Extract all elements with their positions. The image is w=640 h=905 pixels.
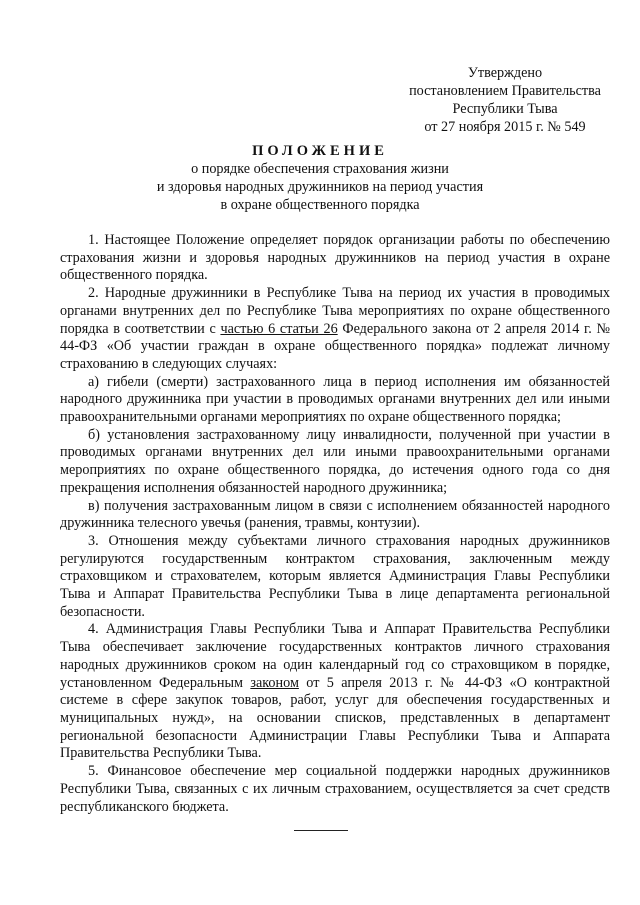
subtitle-line-2: и здоровья народных дружинников на период участия bbox=[156, 179, 484, 195]
approval-line-1: Утверждено bbox=[467, 65, 543, 81]
paragraph-4-text-a: 4. Администрация Главы Республики Тыва и Аппарат Правительства Республики Тыва обеспечивает заключение государственных контрактов личного страхования народных дружинников сроком на один календарный год со страховщиком в порядке, установленном Федеральным bbox=[60, 621, 610, 691]
document-subtitle bbox=[0, 160, 640, 214]
paragraph-1: 1. Настоящее Положение определяет порядок организации работы по обеспечению страхования жизни и здоровья народных дружинников на период участия в охране общественного порядка. bbox=[60, 232, 610, 284]
document-title: ПОЛОЖЕНИЕ bbox=[252, 143, 388, 159]
approval-line-2: постановлением Правительства bbox=[409, 83, 601, 99]
paragraph-2-text-a: 2. Народные дружинники в Республике Тыва на период их участия в проводимых органами внутренних дел по Республике Тыва мероприятиях по охране общественного порядка в соответствии с bbox=[60, 285, 610, 337]
subparagraph-b: б) установления застрахованному лицу инвалидности, полученной при участии в проводимых органами внутренних дел или иными правоохранительными органами мероприятиях по охране общественного порядка, до истечения одного года со дня прекращения исполнения обязанностей народного дружинника; bbox=[60, 426, 610, 496]
approval-line-4: от 27 ноября 2015 г. № 549 bbox=[424, 119, 586, 135]
paragraph-3: 3. Отношения между субъектами личного страхования народных дружинников регулируются государственным контрактом страхования, заключенным между страховщиком и страхователем, которым является Администрация Главы Республики Тыва и Аппарат Правительства Республики Тыва в лице департамента региональной безопасности. bbox=[60, 532, 610, 620]
subparagraph-v: в) получения застрахованным лицом в связи с исполнением обязанностей народного дружинника телесного увечья (ранения, травмы, контузии). bbox=[60, 497, 610, 532]
federal-law-link[interactable]: законом bbox=[250, 674, 299, 691]
paragraph-5: 5. Финансовое обеспечение мер социальной поддержки народных дружинников Республики Тыва, связанных с их личным страхованием, осуществляется за счет средств республиканского бюджета. bbox=[60, 763, 610, 815]
subparagraph-a: а) гибели (смерти) застрахованного лица в период исполнения им обязанностей народного дружинника при участии в проводимых органами внутренних дел или иными правоохранительными органами мероприятиях по охране общественного порядка; bbox=[60, 373, 610, 426]
approval-line-3: Республики Тыва bbox=[452, 101, 558, 117]
paragraph-4-text-b: от 5 апреля 2013 г. № 44-ФЗ «О контрактной системе в сфере закупок товаров, работ, услуг для обеспечения государственных и муниципальных нужд», на основании списков, представленных в департамент региональной безопасности Администрации Главы Республики Тыва и Аппарата Правительства Республики Тыва. bbox=[60, 674, 610, 762]
paragraph-4 bbox=[60, 621, 610, 763]
approval-block bbox=[395, 64, 615, 136]
paragraph-2 bbox=[60, 285, 610, 374]
law-article-link[interactable]: частью 6 статьи 26 bbox=[220, 320, 338, 337]
subtitle-line-1: о порядке обеспечения страхования жизни bbox=[191, 161, 449, 177]
end-separator-line bbox=[294, 830, 348, 831]
subtitle-line-3: в охране общественного порядка bbox=[220, 197, 420, 213]
paragraph-2-text-b: Федерального закона от 2 апреля 2014 г. № 44-ФЗ «Об участии граждан в охране общественного порядка» подлежат личному страхованию в следующих случаях: bbox=[60, 320, 610, 372]
document-body bbox=[60, 232, 610, 816]
